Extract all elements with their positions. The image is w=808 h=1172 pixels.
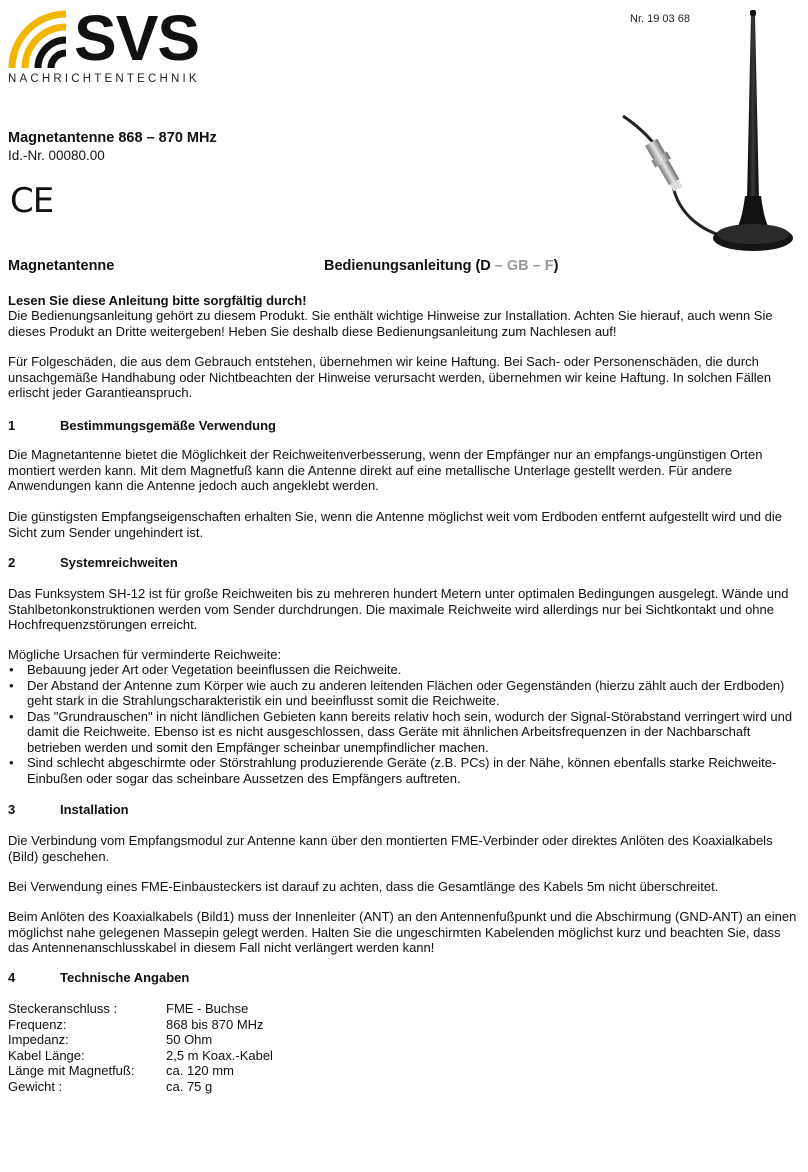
spec-row bbox=[8, 1001, 273, 1017]
section-3-paragraph-2: Bei Verwendung eines FME-Einbausteckers ist darauf zu achten, dass die Gesamtlänge des Kabels 5m nicht überschreitet. bbox=[8, 879, 719, 894]
list-item: • Das "Grundrauschen" in nicht ländlichen Gebieten kann bereits relativ hoch sein, wodurch der Signal-Störabstand verringert wird und damit die Reichweite. Ebenso ist es nicht ausgeschlossen, dass Geräte mit ähnlichen Arbeitsfrequenzen in der Nachbarschaft betrieben werden und somit den Empfänger scheinbar unempfindlicher machen. bbox=[9, 708, 793, 755]
svs-logo bbox=[8, 2, 208, 85]
section-2-list-intro: Mögliche Ursachen für verminderte Reichweite: bbox=[8, 647, 282, 662]
ce-mark-icon: CE bbox=[10, 181, 54, 221]
spec-label: Frequenz: bbox=[8, 1016, 67, 1032]
spec-value: FME - Buchse bbox=[166, 1001, 249, 1016]
section-2-paragraph-1: Das Funksystem SH-12 ist für große Reichweiten bis zu mehreren hundert Metern unter optimalen Bedingungen ausgelegt. Wände und Stahlbetonkonstruktionen werden vom Sender durchdrungen. Die maximale Reichweite wird allerdings nur bei Sichtkontakt und ohne Hochfrequenzstörungen erreicht. bbox=[8, 586, 789, 632]
section-2-number: 2 bbox=[8, 555, 16, 570]
spec-label: Länge mit Magnetfuß: bbox=[8, 1063, 135, 1078]
spec-value: 50 Ohm bbox=[166, 1032, 213, 1047]
section-3-paragraph-3: Beim Anlöten des Koaxialkabels (Bild1) muss der Innenleiter (ANT) an den Antennenfußpunkt und die Abschirmung (GND-ANT) an einen möglichst nahe gelegenen Massepin gelegt werden. Halten Sie die ungeschirmten Kabelenden möglichst kurz und beachten Sie, dass das Antennenanschlusskabel in diesem Fall nicht verlängert werden kann! bbox=[8, 909, 797, 955]
spec-label: Impedanz: bbox=[8, 1032, 69, 1047]
section-3-paragraph-1: Die Verbindung vom Empfangsmodul zur Antenne kann über den montierten FME-Verbinder oder direktes Anlöten des Koaxialkabels (Bild) geschehen. bbox=[8, 833, 773, 864]
spec-row bbox=[8, 1032, 273, 1048]
intro-heading: Lesen Sie diese Anleitung bitte sorgfältig durch! bbox=[8, 293, 307, 308]
section-3-number: 3 bbox=[8, 802, 16, 817]
spec-value: 2,5 m Koax.-Kabel bbox=[166, 1047, 273, 1063]
page-title: Magnetantenne 868 – 870 MHz bbox=[8, 130, 217, 146]
language-others: – GB – F bbox=[490, 258, 554, 274]
section-1-paragraph-2: Die günstigsten Empfangseigenschaften erhalten Sie, wenn die Antenne möglichst weit vom Erdboden entfernt aufgestellt wird und die Sicht zum Sender ungehindert ist. bbox=[8, 509, 782, 540]
reach-causes-list bbox=[8, 662, 798, 786]
section-4-number: 4 bbox=[8, 970, 16, 985]
logo-arc-icon bbox=[8, 10, 74, 72]
list-item-text: Der Abstand der Antenne zum Körper wie auch zu anderen leitenden Flächen oder Gegenständen (hierzu zählt auch der Erdboden) geht stark in die Strahlungscharakteristik ein und beeinflusst somit die Reichweite. bbox=[27, 677, 785, 708]
list-item-text: Sind schlecht abgeschirmte oder Störstrahlung produzierende Geräte (z.B. PCs) in der Nähe, können ebenfalls starke Reichweite-Einbußen oder sogar das scheinbare Aussetzen des Empfängers auftreten. bbox=[27, 755, 777, 786]
list-item: • Der Abstand der Antenne zum Körper wie auch zu anderen leitenden Flächen oder Gegenständen (hierzu zählt auch der Erdboden) geht stark in die Strahlungscharakteristik ein und beeinflusst somit die Reichweite. bbox=[9, 677, 785, 708]
intro-paragraph-2: Für Folgeschäden, die aus dem Gebrauch entstehen, übernehmen wir keine Haftung. Bei Sach- oder Personenschäden, die durch unsachgemäße Handhabung oder Nichtbeachten der Hinweise verursacht werden, übernehmen wir keine Haftung. In solchen Fällen erlischt jeder Garantieanspruch. bbox=[8, 354, 772, 400]
intro-paragraph-1: Die Bedienungsanleitung gehört zu diesem Produkt. Sie enthält wichtige Hinweise zur Installation. Achten Sie hierauf, auch wenn Sie dieses Produkt an Dritte weitergeben! Heben Sie deshalb diese Bedienungsanleitung zum Nachlesen auf! bbox=[8, 308, 773, 339]
section-2-heading bbox=[8, 555, 798, 571]
spec-label: Steckeranschluss : bbox=[8, 1001, 118, 1016]
spec-row bbox=[8, 1048, 273, 1064]
antenna-photo bbox=[618, 6, 808, 258]
list-item: • Sind schlecht abgeschirmte oder Störstrahlung produzierende Geräte (z.B. PCs) in der Nähe, können ebenfalls starke Reichweite-Einbußen oder sogar das scheinbare Aussetzen des Empfängers auftreten. bbox=[9, 755, 777, 786]
section-1-number: 1 bbox=[8, 418, 16, 433]
subtitle-manual bbox=[324, 258, 558, 275]
logo-brand-text: SVS bbox=[74, 2, 200, 74]
spec-value: ca. 120 mm bbox=[166, 1063, 234, 1078]
section-3-heading bbox=[8, 802, 798, 818]
document-number: Nr. 19 03 68 bbox=[630, 13, 690, 25]
spec-table bbox=[8, 1001, 273, 1094]
subtitle-manual-prefix: Bedienungsanleitung ( bbox=[324, 258, 481, 274]
subtitle-product: Magnetantenne bbox=[8, 258, 115, 274]
spec-value: 868 bis 870 MHz bbox=[166, 1016, 264, 1032]
section-2-title: Systemreichweiten bbox=[60, 555, 178, 570]
list-item: • Bebauung jeder Art oder Vegetation beeinflussen die Reichweite. bbox=[9, 662, 402, 677]
spec-label: Kabel Länge: bbox=[8, 1047, 85, 1063]
spec-row bbox=[8, 1063, 273, 1079]
section-3-title: Installation bbox=[60, 802, 129, 817]
section-4-title: Technische Angaben bbox=[60, 970, 190, 985]
subtitle-manual-suffix: ) bbox=[553, 258, 559, 274]
section-1-title: Bestimmungsgemäße Verwendung bbox=[60, 418, 276, 433]
spec-row bbox=[8, 1079, 273, 1095]
list-item-text: Bebauung jeder Art oder Vegetation beeinflussen die Reichweite. bbox=[27, 662, 402, 677]
spec-row bbox=[8, 1017, 273, 1033]
language-d: D bbox=[480, 258, 491, 274]
list-item-text: Das "Grundrauschen" in nicht ländlichen Gebieten kann bereits relativ hoch sein, wodurch der Signal-Störabstand verringert wird und damit die Reichweite. Ebenso ist es nicht ausgeschlossen, dass Geräte mit ähnlichen Arbeitsfrequenzen in der Nachbarschaft betrieben werden und somit den Empfänger scheinbar unempfindlicher machen. bbox=[27, 708, 793, 755]
section-4-heading bbox=[8, 970, 798, 986]
section-1-paragraph-1: Die Magnetantenne bietet die Möglichkeit der Reichweitenverbesserung, wenn der Empfänger nur an empfangs-ungünstigen Orten montiert werden kann. Mit dem Magnetfuß kann die Antenne direkt auf eine metallische Unterlage gestellt werden. Für andere Anwendungen kann die Antenne jedoch auch angeklebt werden. bbox=[8, 447, 763, 493]
spec-label: Gewicht : bbox=[8, 1078, 63, 1094]
id-number: Id.-Nr. 00080.00 bbox=[8, 148, 105, 163]
logo-tagline: NACHRICHTENTECHNIK bbox=[8, 73, 200, 85]
section-1-heading bbox=[8, 418, 798, 434]
spec-value: ca. 75 g bbox=[166, 1078, 213, 1094]
